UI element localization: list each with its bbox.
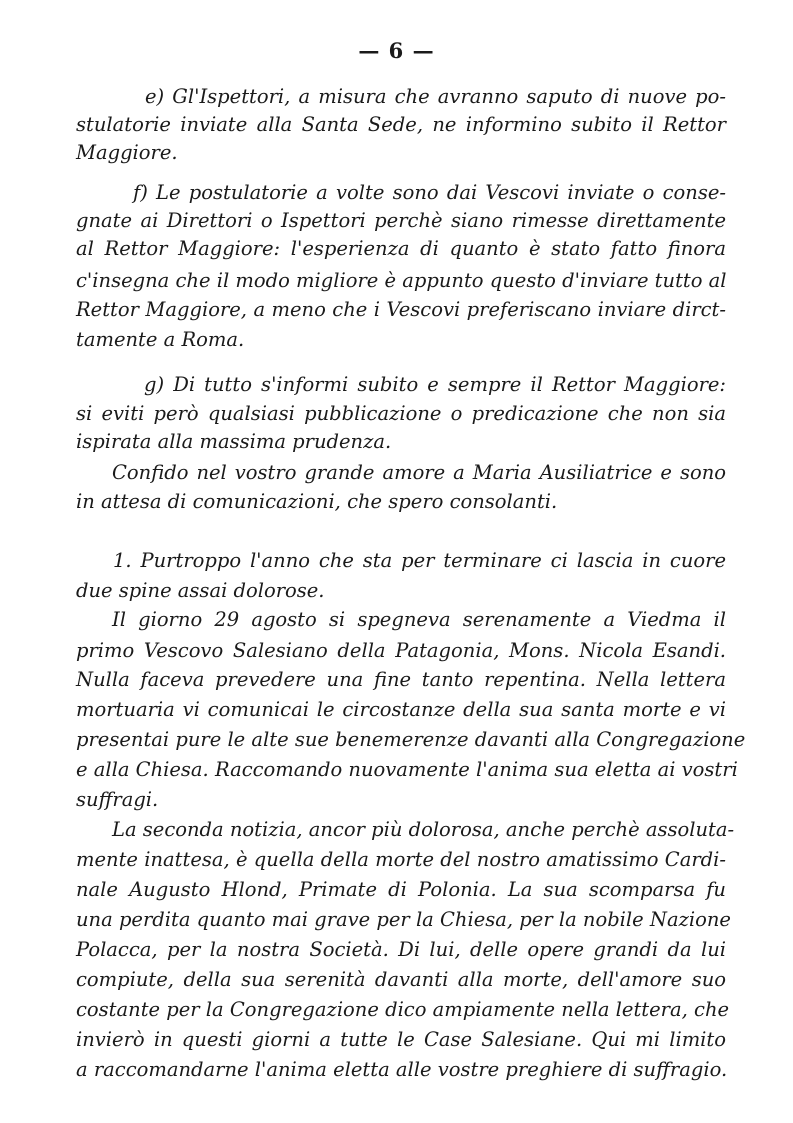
paragraph-f-line: gnate ai Direttori o Ispettori perchè siano rimesse direttamente [76,209,726,232]
paragraph-f-line: Rettor Maggiore, a meno che i Vescovi preferiscano inviare dirct- [76,298,726,321]
paragraph-f-line: al Rettor Maggiore: l'esperienza di quanto è stato fatto finora [76,237,726,260]
paragraph-giorno-line: mortuaria vi comunicai le circostanze della sua santa morte e vi [76,698,726,721]
paragraph-e-line: Maggiore. [76,141,178,164]
closing-paragraph-line: Confido nel vostro grande amore a Maria Ausiliatrice e sono [112,461,726,484]
paragraph-giorno-line: Il giorno 29 agosto si spegneva serenamente a Viedma il [112,608,726,631]
paragraph-seconda-line: Polacca, per la nostra Società. Di lui, delle opere grandi da lui [76,938,726,961]
paragraph-g-line: ispirata alla massima prudenza. [76,430,392,453]
paragraph-e-line: e) Gl'Ispettori, a misura che avranno saputo di nuove po- [145,85,726,108]
paragraph-g-line: si eviti però qualsiasi pubblicazione o predicazione che non sia [76,402,726,425]
paragraph-f-line: tamente a Roma. [76,328,245,351]
section-1-line: due spine assai dolorose. [76,579,325,602]
paragraph-giorno-line: e alla Chiesa. Raccomando nuovamente l'anima sua eletta ai vostri [76,758,738,781]
paragraph-seconda-line: compiute, della sua serenità davanti alla morte, dell'amore suo [76,968,726,991]
paragraph-seconda-line: nale Augusto Hlond, Primate di Polonia. La sua scomparsa fu [76,878,726,901]
closing-paragraph-line: in attesa di comunicazioni, che spero consolanti. [76,490,558,513]
paragraph-seconda-line: una perdita quanto mai grave per la Chiesa, per la nobile Nazione [76,908,731,931]
paragraph-f-line: f) Le postulatorie a volte sono dai Vescovi inviate o conse- [133,181,726,204]
paragraph-giorno-line: suffragi. [76,788,159,811]
paragraph-seconda-line: a raccomandarne l'anima eletta alle vostre preghiere di suffragio. [76,1058,728,1081]
paragraph-g-line: g) Di tutto s'informi subito e sempre il Rettor Maggiore: [144,373,726,396]
paragraph-f-line: c'insegna che il modo migliore è appunto questo d'inviare tutto al [76,269,727,292]
paragraph-seconda-line: costante per la Congregazione dico ampiamente nella lettera, che [76,998,730,1021]
page-number: — 6 — [358,38,435,63]
paragraph-seconda-line: La seconda notizia, ancor più dolorosa, anche perchè assoluta- [112,818,735,841]
paragraph-seconda-line: invierò in questi giorni a tutte le Case Salesiane. Qui mi limito [76,1028,726,1051]
section-1-line: 1. Purtroppo l'anno che sta per terminare ci lascia in cuore [113,549,726,572]
paragraph-giorno-line: primo Vescovo Salesiano della Patagonia, Mons. Nicola Esandi. [76,639,726,662]
paragraph-seconda-line: mente inattesa, è quella della morte del nostro amatissimo Cardi- [76,848,726,871]
paragraph-giorno-line: Nulla faceva prevedere una fine tanto repentina. Nella lettera [76,668,726,691]
paragraph-e-line: stulatorie inviate alla Santa Sede, ne informino subito il Rettor [76,113,726,136]
paragraph-giorno-line: presentai pure le alte sue benemerenze davanti alla Congregazione [76,728,746,751]
